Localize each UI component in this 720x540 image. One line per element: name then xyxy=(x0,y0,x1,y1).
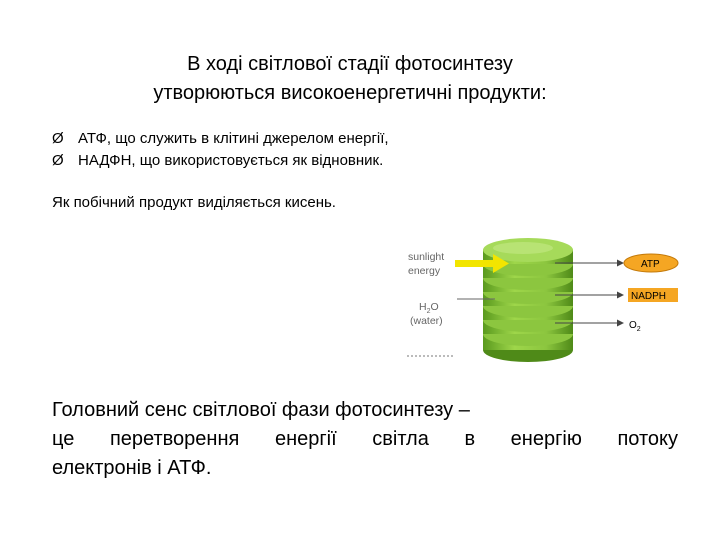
list-item-text: АТФ, що служить в клітині джерелом енергії, xyxy=(78,130,389,147)
summary-line-1: Головний сенс світлової фази фотосинтезу – xyxy=(52,399,470,421)
water-formula: $H_2O$ xyxy=(419,301,439,315)
energy-label: energy xyxy=(408,265,441,277)
nadph-badge xyxy=(628,288,678,302)
title-line-1: В ході світлової стадії фотосинтезу xyxy=(187,53,513,75)
sunlight-label: sunlight xyxy=(408,251,445,263)
byproduct-note: Як побічний продукт виділяється кисень. xyxy=(52,194,336,211)
light-reaction-diagram xyxy=(395,222,695,372)
arrow-bullet-icon: Ø xyxy=(52,130,64,147)
summary-line-3: електронів і АТФ. xyxy=(52,457,212,479)
atp-label: ATP xyxy=(641,259,660,270)
summary-text xyxy=(52,396,678,483)
arrow-bullet-icon: Ø xyxy=(52,152,64,169)
atp-badge xyxy=(624,254,678,272)
nadph-label: NADPH xyxy=(631,291,667,302)
slide-title xyxy=(60,50,640,108)
product-list xyxy=(52,128,389,172)
water-label: (water) xyxy=(410,315,443,327)
title-line-2: утворюються високоенергетичні продукти: xyxy=(153,82,547,104)
list-item xyxy=(52,128,389,150)
list-item-text: НАДФН, що використовується як відновник. xyxy=(78,152,384,169)
summary-line-2: це перетворення енергії світла в енергію потоку xyxy=(52,428,678,450)
o2-label: $O_2$ xyxy=(629,320,641,333)
list-item xyxy=(52,150,389,172)
